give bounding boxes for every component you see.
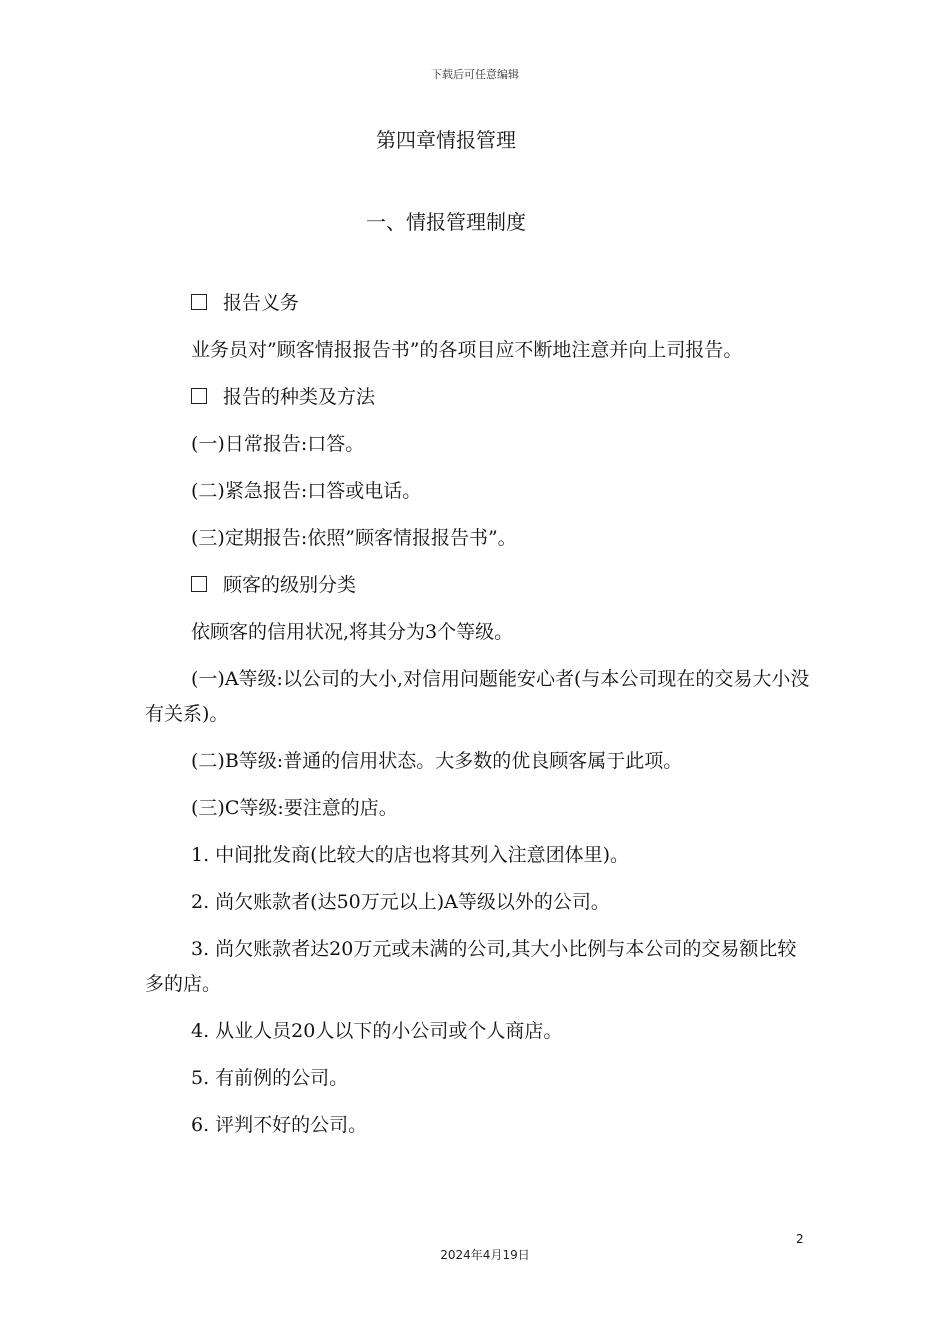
header-note: 下载后可任意编辑 xyxy=(431,68,519,81)
paragraph-text: 顾客的级别分类 xyxy=(223,574,357,596)
paragraph-urgent-report: (二)紧急报告:口答或电话。 xyxy=(191,480,422,502)
checkbox-icon xyxy=(191,576,207,592)
paragraph-report-duty-body: 业务员对”顾客情报报告书”的各项目应不断地注意并向上司报告。 xyxy=(191,339,743,361)
list-item-6: 6. 评判不好的公司。 xyxy=(191,1114,368,1136)
checkbox-icon xyxy=(191,294,207,310)
list-item-3: 3. 尚欠账款者达20万元或未满的公司,其大小比例与本公司的交易额比较多的店。 xyxy=(145,938,797,995)
paragraph-periodic-report: (三)定期报告:依照”顾客情报报告书”。 xyxy=(191,527,517,549)
paragraph-text: 报告的种类及方法 xyxy=(223,386,376,408)
document-body xyxy=(145,286,815,1155)
list-item-5: 5. 有前例的公司。 xyxy=(191,1067,349,1089)
paragraph-daily-report: (一)日常报告:口答。 xyxy=(191,433,365,455)
paragraph-text: 报告义务 xyxy=(223,292,300,314)
paragraph-grade-a: (一)A等级:以公司的大小,对信用问题能安心者(与本公司现在的交易大小没有关系)。 xyxy=(145,668,810,725)
list-item-4: 4. 从业人员20人以下的小公司或个人商店。 xyxy=(191,1020,563,1042)
chapter-title: 第四章情报管理 xyxy=(376,128,516,152)
paragraph-grade-c: (三)C等级:要注意的店。 xyxy=(191,797,398,819)
paragraph-grade-intro: 依顾客的信用状况,将其分为3个等级。 xyxy=(191,621,514,643)
footer-date: 2024年4月19日 xyxy=(440,1248,530,1262)
paragraph-report-types-heading xyxy=(145,380,815,415)
page-number: 2 xyxy=(796,1232,804,1246)
list-item-1: 1. 中间批发商(比较大的店也将其列入注意团体里)。 xyxy=(191,844,629,866)
paragraph-customer-grade-heading xyxy=(145,568,815,603)
paragraph-report-duty-heading xyxy=(145,286,815,321)
list-item-2: 2. 尚欠账款者(达50万元以上)A等级以外的公司。 xyxy=(191,891,610,913)
section-title: 一、情报管理制度 xyxy=(366,210,526,234)
paragraph-grade-b: (二)B等级:普通的信用状态。大多数的优良顾客属于此项。 xyxy=(191,750,683,772)
checkbox-icon xyxy=(191,388,207,404)
